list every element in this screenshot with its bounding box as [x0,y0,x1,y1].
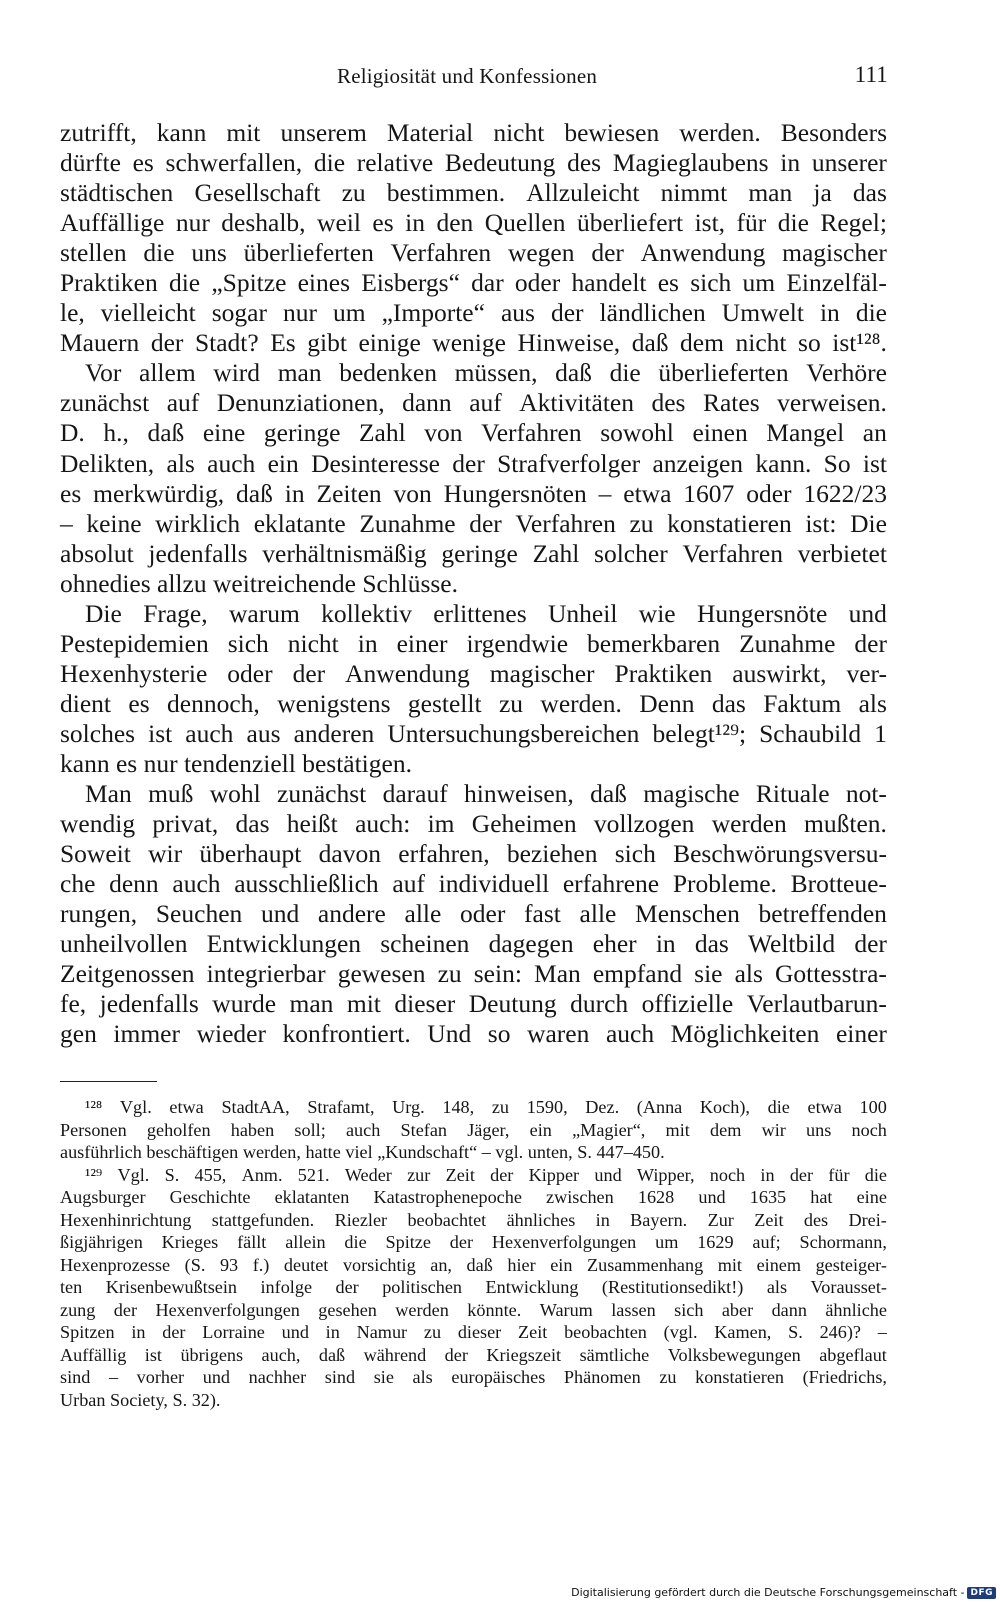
footnote-line: Augsburger Geschichte eklatanten Katastrophenepoche zwischen 1628 und 1635 hat eine [60,1187,887,1207]
footnote-line: ausführlich beschäftigen werden, hatte viel „Kundschaft“ – vgl. unten, S. 447–450. [60,1142,665,1162]
text-line: dürfte es schwerfallen, die relative Bedeutung des Magieglaubens in unserer [60,148,887,178]
dfg-logo: DFG [967,1587,996,1599]
text-line: absolut jedenfalls verhältnismäßig geringe Zahl solcher Verfahren verbietet [60,538,887,568]
footnote-line: Hexenhinrichtung stattgefunden. Riezler beobachtet ähnliches in Bayern. Zur Zeit des Drei- [60,1209,887,1230]
running-title: Religiosität und Konfessionen [337,64,598,88]
text-line: es merkwürdig, daß in Zeiten von Hungersnöten – etwa 1607 oder 1622/23 [60,478,887,508]
text-line: rungen, Seuchen und andere alle oder fast alle Menschen betreffenden [60,899,887,929]
running-header [300,62,888,96]
footnote-line: ßigjährigen Krieges fällt allein die Spitze der Hexenverfolgungen um 1629 auf; Schormann, [60,1232,887,1252]
text-line: zutrifft, kann mit unserem Material nicht bewiesen werden. Besonders [60,118,887,147]
credit-text: Digitalisierung gefördert durch die Deutsche Forschungsgemeinschaft - [571,1586,965,1599]
text-line: unheilvollen Entwicklungen scheinen dagegen eher in das Weltbild der [60,929,887,959]
text-line: Auffällige nur deshalb, weil es in den Quellen überliefert ist, für die Regel; [60,208,887,238]
text-line: ohnedies allzu weitreichende Schlüsse. [60,568,458,598]
text-line: Hexenhysterie oder der Anwendung magischer Praktiken auswirkt, ver- [60,658,887,688]
text-line: wendig privat, das heißt auch: im Geheimen vollzogen werden mußten. [60,809,887,839]
footnotes [60,1096,887,1411]
text-line: Man muß wohl zunächst darauf hinweisen, daß magische Rituale not- [85,779,887,809]
text-line: fe, jedenfalls wurde man mit dieser Deutung durch offizielle Verlautbarun- [60,989,887,1019]
text-line: städtischen Gesellschaft zu bestimmen. Allzuleicht nimmt man ja das [60,178,887,208]
footnote-line: sind – vorher und nachher sind sie als europäisches Phänomen zu konstatieren (Friedrichs, [60,1367,887,1387]
text-line: Delikten, als auch ein Desinteresse der Strafverfolger anzeigen kann. So ist [60,448,887,478]
text-line: che denn auch ausschließlich auf individuell erfahrene Probleme. Brotteue- [60,869,887,899]
digitization-credit [571,1586,996,1599]
footnote-line: Hexenprozesse (S. 93 f.) deutet vorsichtig an, daß hier ein Zusammenhang mit einem gesteiger- [60,1254,887,1275]
text-line: Die Frage, warum kollektiv erlittenes Unheil wie Hungersnöte und [85,598,887,628]
footnote-line: ten Krisenbewußtsein infolge der politischen Entwicklung (Restitutionsedikt!) als Vorausset- [60,1277,887,1297]
footnote-line: Personen geholfen haben soll; auch Stefan Jäger, ein „Magier“, mit dem wir uns noch [60,1119,887,1140]
text-line: stellen die uns überlieferten Verfahren wegen der Anwendung magischer [60,238,887,268]
text-line: Soweit wir überhaupt davon erfahren, beziehen sich Beschwörungsversu- [60,839,887,869]
text-line: solches ist auch aus anderen Untersuchungsbereichen belegt¹²⁹; Schaubild 1 [60,718,887,748]
footnote-line: ¹²⁸ Vgl. etwa StadtAA, Strafamt, Urg. 148, zu 1590, Dez. (Anna Koch), die etwa 100 [85,1097,887,1117]
text-line: Vor allem wird man bedenken müssen, daß die überlieferten Verhöre [85,358,887,388]
text-line: gen immer wieder konfrontiert. Und so waren auch Möglichkeiten einer [60,1019,887,1049]
footnote-line: ¹²⁹ Vgl. S. 455, Anm. 521. Weder zur Zeit der Kipper und Wipper, noch in der für die [85,1164,887,1185]
text-line: le, vielleicht sogar nur um „Importe“ aus der ländlichen Umwelt in die [60,298,887,328]
text-line: Pestepidemien sich nicht in einer irgendwie bemerkbaren Zunahme der [60,628,887,658]
footnote-separator [60,1081,157,1082]
text-line: D. h., daß eine geringe Zahl von Verfahren sowohl einen Mangel an [60,418,887,448]
text-line: Praktiken die „Spitze eines Eisbergs“ dar oder handelt es sich um Einzelfäl- [60,268,887,298]
text-line: Mauern der Stadt? Es gibt einige wenige Hinweise, daß dem nicht so ist¹²⁸. [60,328,887,358]
text-line: – keine wirklich eklatante Zunahme der Verfahren zu konstatieren ist: Die [60,508,887,538]
text-line: kann es nur tendenziell bestätigen. [60,748,412,778]
main-text [60,118,887,1049]
text-line: dient es dennoch, wenigstens gestellt zu werden. Denn das Faktum als [60,688,887,718]
page-number: 111 [854,62,888,87]
text-line: Zeitgenossen integrierbar gewesen zu sein: Man empfand sie als Gottesstra- [60,959,887,989]
footnote-line: Spitzen in der Lorraine und in Namur zu dieser Zeit beobachten (vgl. Kamen, S. 246)? – [60,1322,887,1342]
footnote-line: Auffällig ist übrigens auch, daß während der Kriegszeit sämtliche Volksbewegungen abgeflaut [60,1344,887,1365]
text-line: zunächst auf Denunziationen, dann auf Aktivitäten des Rates verweisen. [60,388,887,418]
footnote-line: zung der Hexenverfolgungen gesehen werden könnte. Warum lassen sich aber dann ähnliche [60,1299,887,1320]
footnote-line: Urban Society, S. 32). [60,1389,221,1410]
